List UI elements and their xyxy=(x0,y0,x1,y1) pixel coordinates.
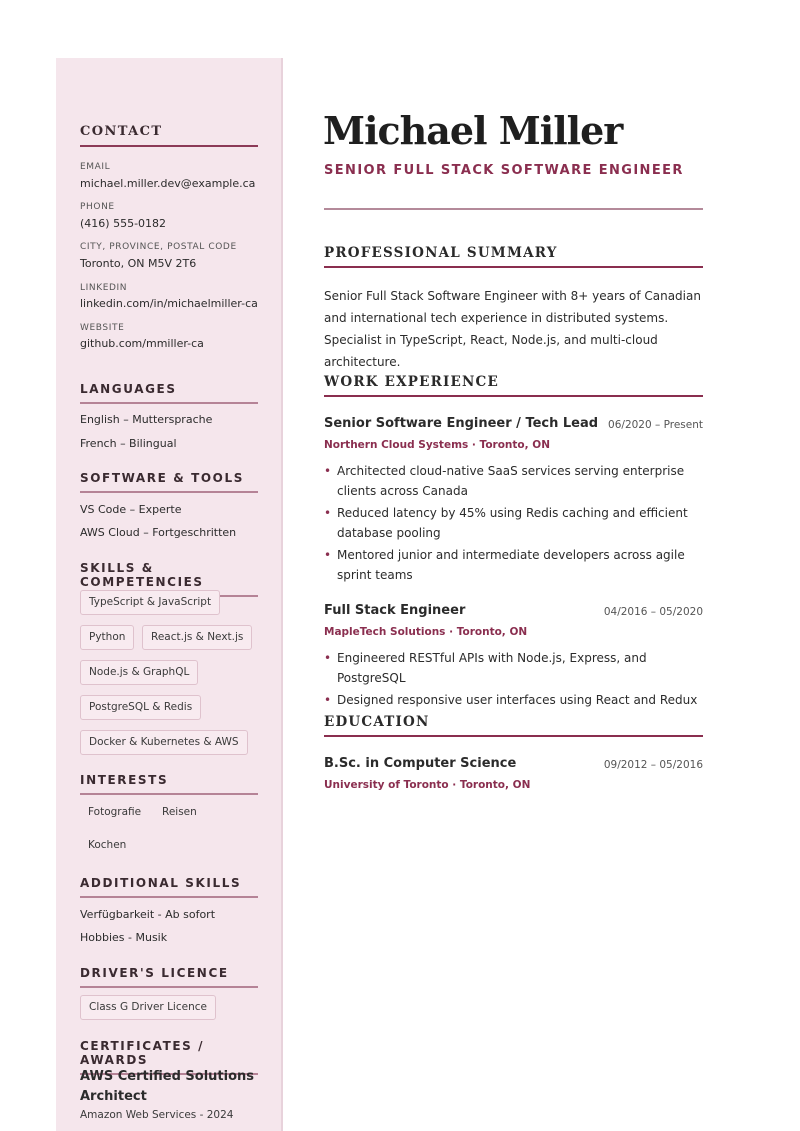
education-degree: B.Sc. in Computer Science xyxy=(324,756,517,771)
job-bullets xyxy=(324,461,709,587)
job-title: Full Stack Engineer xyxy=(324,603,466,618)
certificate-issuer: Amazon Web Services - 2024 xyxy=(80,1109,234,1121)
job-bullet: • Mentored junior and intermediate developers across agile sprint teams xyxy=(324,545,709,585)
education-dates: 09/2012 – 05/2016 xyxy=(603,759,703,771)
experience-heading: WORK EXPERIENCE xyxy=(324,374,703,397)
licence-chip: Class G Driver Licence xyxy=(80,995,216,1020)
linkedin-label: LINKEDIN xyxy=(80,283,128,293)
skills-heading: SKILLS & COMPETENCIES xyxy=(80,561,258,597)
website-value[interactable]: github.com/mmiller-ca xyxy=(80,337,204,350)
phone-value[interactable]: (416) 555-0182 xyxy=(80,217,167,230)
city-value: Toronto, ON M5V 2T6 xyxy=(80,257,197,270)
job-bullet: • Designed responsive user interfaces using React and Redux xyxy=(324,690,709,710)
job-bullet: • Architected cloud-native SaaS services serving enterprise clients across Canada xyxy=(324,461,709,501)
interest-chip: Kochen xyxy=(88,839,127,851)
education-school: University of Toronto · Toronto, ON xyxy=(324,779,531,791)
skill-chip: Python xyxy=(80,625,134,650)
languages-heading: LANGUAGES xyxy=(80,382,258,404)
job-title: Senior Software Engineer / Tech Lead xyxy=(324,416,599,431)
skill-chip: Docker & Kubernetes & AWS xyxy=(80,730,248,755)
language-item: French – Bilingual xyxy=(80,437,177,450)
website-label: WEBSITE xyxy=(80,323,125,333)
summary-text: Senior Full Stack Software Engineer with 8+ years of Canadian and international tech experience in distributed systems. Specialist in TypeScript, React, Node.js, and multi-cloud architecture. xyxy=(324,289,701,369)
candidate-name: Michael Miller xyxy=(323,108,623,153)
interests-heading: INTERESTS xyxy=(80,773,258,795)
linkedin-value[interactable]: linkedin.com/in/michaelmiller-ca xyxy=(80,297,258,310)
job-employer: MapleTech Solutions · Toronto, ON xyxy=(324,626,528,638)
interest-chip: Fotografie xyxy=(88,806,142,818)
header-divider xyxy=(324,208,703,210)
education-heading: EDUCATION xyxy=(324,714,703,737)
summary-heading: PROFESSIONAL SUMMARY xyxy=(324,245,703,268)
software-item: AWS Cloud – Fortgeschritten xyxy=(80,526,237,539)
skill-chip: TypeScript & JavaScript xyxy=(80,590,220,615)
contact-heading: CONTACT xyxy=(80,124,258,147)
additional-skill-item: Hobbies - Musik xyxy=(80,931,168,944)
job-bullet: • Reduced latency by 45% using Redis caching and efficient database pooling xyxy=(324,503,709,543)
job-dates: 06/2020 – Present xyxy=(608,419,703,431)
job-bullets xyxy=(324,648,709,712)
city-label: CITY, PROVINCE, POSTAL CODE xyxy=(80,242,237,252)
phone-label: PHONE xyxy=(80,202,115,212)
interest-chip: Reisen xyxy=(162,806,197,818)
job-bullet: • Engineered RESTful APIs with Node.js, Express, and PostgreSQL xyxy=(324,648,709,688)
email-label: EMAIL xyxy=(80,162,111,172)
software-item: VS Code – Experte xyxy=(80,503,182,516)
software-heading: SOFTWARE & TOOLS xyxy=(80,471,258,493)
certificate-title: AWS Certified Solutions Architect xyxy=(80,1069,255,1104)
language-item: English – Muttersprache xyxy=(80,413,213,426)
skill-chip: Node.js & GraphQL xyxy=(80,660,198,685)
licence-heading: DRIVER'S LICENCE xyxy=(80,966,258,988)
skill-chip: PostgreSQL & Redis xyxy=(80,695,201,720)
additional-skills-heading: ADDITIONAL SKILLS xyxy=(80,876,258,898)
job-employer: Northern Cloud Systems · Toronto, ON xyxy=(324,439,550,451)
email-value[interactable]: michael.miller.dev@example.ca xyxy=(80,177,256,190)
job-dates: 04/2016 – 05/2020 xyxy=(603,606,703,618)
certificates-heading: CERTIFICATES / AWARDS xyxy=(80,1039,258,1075)
candidate-title: SENIOR FULL STACK SOFTWARE ENGINEER xyxy=(324,163,684,178)
skill-chip: React.js & Next.js xyxy=(142,625,252,650)
additional-skill-item: Verfügbarkeit - Ab sofort xyxy=(80,908,216,921)
sidebar xyxy=(56,58,283,1131)
